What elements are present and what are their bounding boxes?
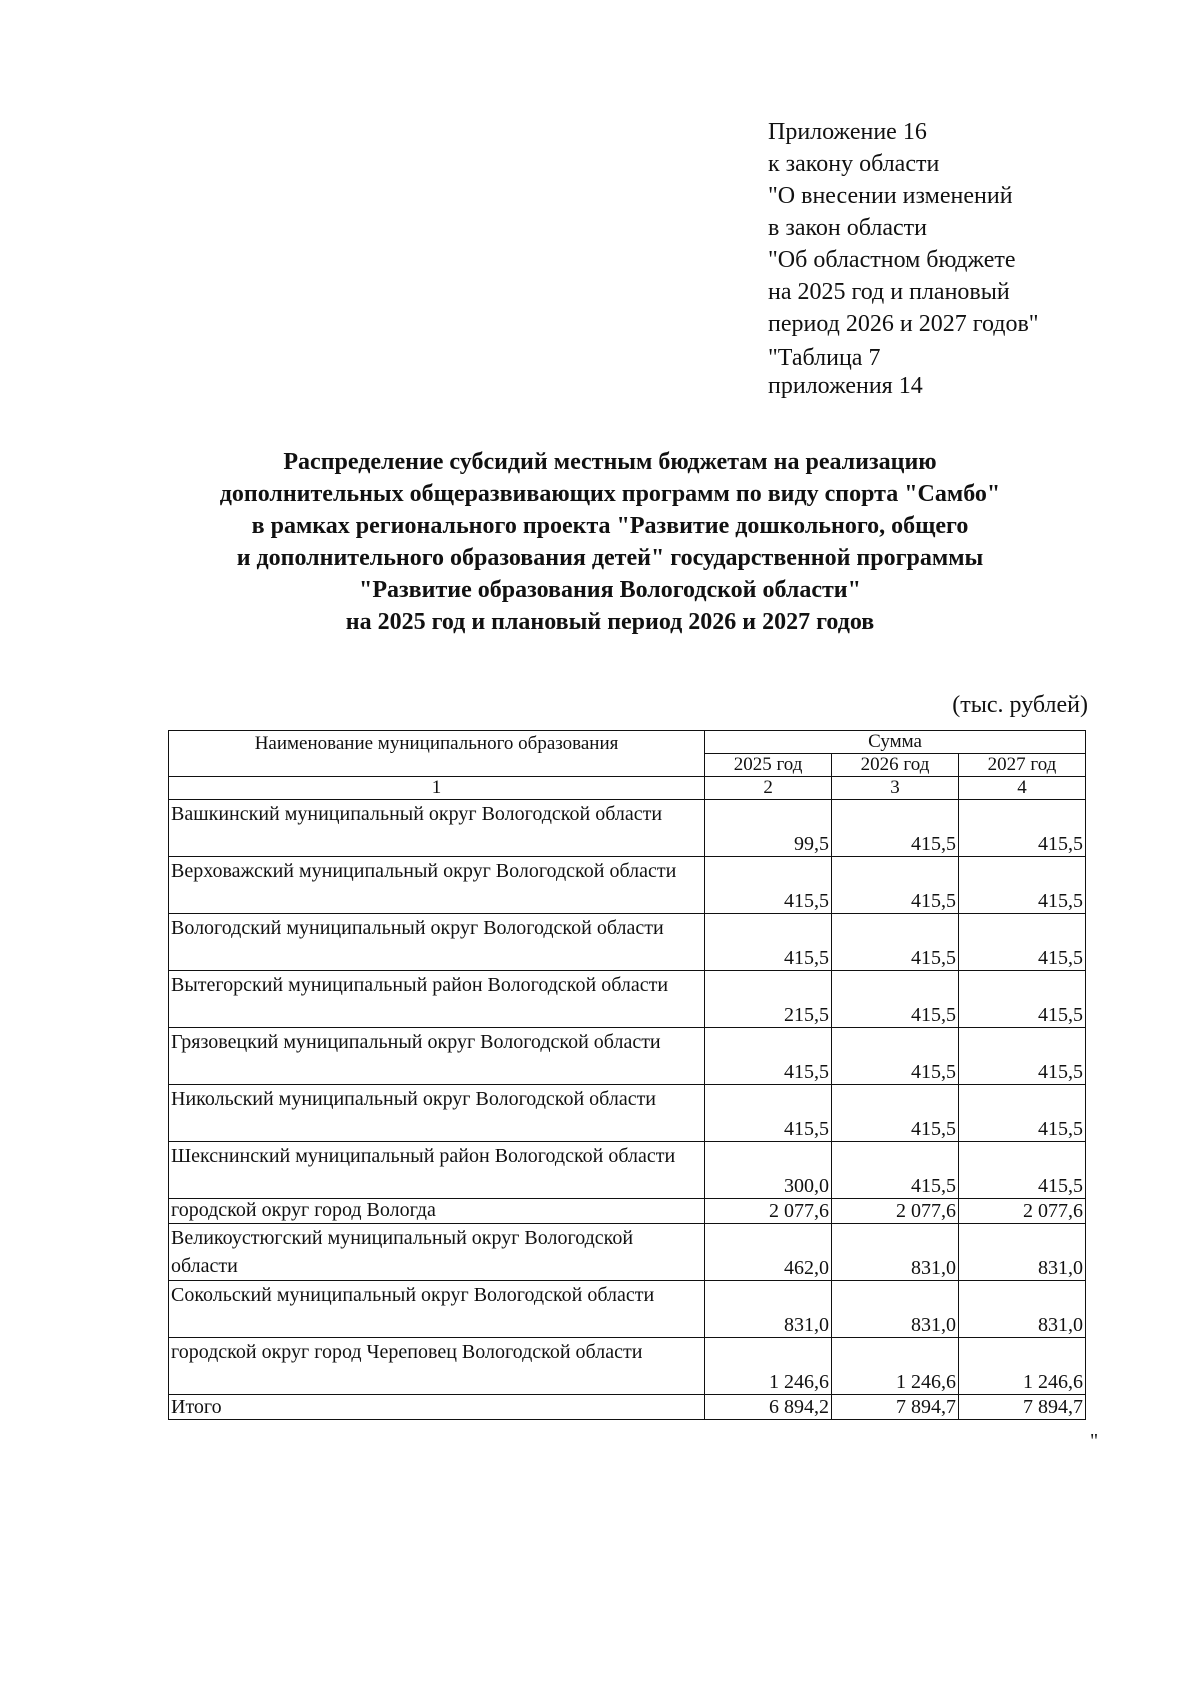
value-2027: 1 246,6	[959, 1338, 1086, 1395]
column-index: 3	[832, 777, 959, 800]
value-2026: 415,5	[832, 1085, 959, 1142]
units-label: (тыс. рублей)	[952, 692, 1088, 718]
value-2025: 215,5	[705, 971, 832, 1028]
municipality-name: Грязовецкий муниципальный округ Вологодской области	[169, 1028, 705, 1085]
header-sum: Сумма	[705, 731, 1086, 754]
municipality-name: городской округ город Вологда	[169, 1199, 705, 1224]
value-2026: 415,5	[832, 1028, 959, 1085]
municipality-name: Верховажский муниципальный округ Вологодской области	[169, 857, 705, 914]
municipality-name: Шекснинский муниципальный район Вологодской области	[169, 1142, 705, 1199]
municipality-name: Сокольский муниципальный округ Вологодской области	[169, 1281, 705, 1338]
value-2027: 415,5	[959, 971, 1086, 1028]
appendix-line: Приложение 16	[768, 119, 927, 145]
value-2027: 415,5	[959, 1028, 1086, 1085]
value-2026: 415,5	[832, 1142, 959, 1199]
value-2025: 1 246,6	[705, 1338, 832, 1395]
table-ref-line: "Таблица 7	[768, 345, 881, 371]
value-2027: 415,5	[959, 1142, 1086, 1199]
municipality-name: Вытегорский муниципальный район Вологодской области	[169, 971, 705, 1028]
value-2027: 831,0	[959, 1281, 1086, 1338]
value-2026: 2 077,6	[832, 1199, 959, 1224]
total-row	[169, 1395, 1086, 1420]
table-row	[169, 1224, 1086, 1281]
appendix-line: к закону области	[768, 151, 940, 177]
title-line: Распределение субсидий местным бюджетам на реализацию	[283, 449, 937, 475]
appendix-line: "О внесении изменений	[768, 183, 1013, 209]
table-row	[169, 1199, 1086, 1224]
header-name: Наименование муниципального образования	[169, 731, 705, 777]
column-index: 2	[705, 777, 832, 800]
table-row	[169, 1085, 1086, 1142]
table-ref-line: приложения 14	[768, 373, 923, 399]
subsidy-table	[168, 730, 1086, 1420]
total-2026: 7 894,7	[832, 1395, 959, 1420]
value-2027: 415,5	[959, 914, 1086, 971]
header-year-2025: 2025 год	[705, 754, 832, 777]
value-2026: 415,5	[832, 800, 959, 857]
appendix-line: на 2025 год и плановый	[768, 279, 1010, 305]
table-row	[169, 800, 1086, 857]
appendix-line: в закон области	[768, 215, 927, 241]
value-2027: 831,0	[959, 1224, 1086, 1281]
value-2026: 831,0	[832, 1281, 959, 1338]
title-line: и дополнительного образования детей" государственной программы	[236, 545, 984, 571]
title-line: на 2025 год и плановый период 2026 и 2027 годов	[345, 609, 875, 635]
table-row	[169, 1281, 1086, 1338]
value-2026: 415,5	[832, 914, 959, 971]
header-year-2027: 2027 год	[959, 754, 1086, 777]
value-2025: 415,5	[705, 1085, 832, 1142]
value-2025: 831,0	[705, 1281, 832, 1338]
municipality-name: Великоустюгский муниципальный округ Вологодской области	[169, 1224, 705, 1281]
value-2027: 415,5	[959, 857, 1086, 914]
appendix-line: "Об областном бюджете	[768, 247, 1016, 273]
value-2027: 415,5	[959, 800, 1086, 857]
total-label: Итого	[169, 1395, 705, 1420]
value-2026: 415,5	[832, 971, 959, 1028]
value-2026: 831,0	[832, 1224, 959, 1281]
total-2027: 7 894,7	[959, 1395, 1086, 1420]
value-2025: 462,0	[705, 1224, 832, 1281]
column-index: 1	[169, 777, 705, 800]
title-line: в рамках регионального проекта "Развитие дошкольного, общего	[251, 513, 969, 539]
total-2025: 6 894,2	[705, 1395, 832, 1420]
municipality-name: Никольский муниципальный округ Вологодской области	[169, 1085, 705, 1142]
table-row	[169, 1028, 1086, 1085]
appendix-line: период 2026 и 2027 годов"	[768, 311, 1039, 337]
table-row	[169, 971, 1086, 1028]
document-title	[150, 446, 1070, 638]
municipality-name: Вологодский муниципальный округ Вологодской области	[169, 914, 705, 971]
value-2027: 2 077,6	[959, 1199, 1086, 1224]
title-line: "Развитие образования Вологодской области"	[359, 577, 861, 603]
municipality-name: Вашкинский муниципальный округ Вологодской области	[169, 800, 705, 857]
value-2025: 300,0	[705, 1142, 832, 1199]
value-2026: 415,5	[832, 857, 959, 914]
value-2025: 99,5	[705, 800, 832, 857]
table-row	[169, 857, 1086, 914]
value-2025: 415,5	[705, 1028, 832, 1085]
appendix-header	[768, 116, 1039, 400]
table-row	[169, 1338, 1086, 1395]
value-2026: 1 246,6	[832, 1338, 959, 1395]
value-2025: 415,5	[705, 857, 832, 914]
closing-quote: "	[1090, 1430, 1099, 1452]
value-2027: 415,5	[959, 1085, 1086, 1142]
table-row	[169, 914, 1086, 971]
value-2025: 415,5	[705, 914, 832, 971]
table-row	[169, 1142, 1086, 1199]
header-year-2026: 2026 год	[832, 754, 959, 777]
title-line: дополнительных общеразвивающих программ по виду спорта "Самбо"	[219, 481, 1001, 507]
column-index: 4	[959, 777, 1086, 800]
value-2025: 2 077,6	[705, 1199, 832, 1224]
municipality-name: городской округ город Череповец Вологодской области	[169, 1338, 705, 1395]
